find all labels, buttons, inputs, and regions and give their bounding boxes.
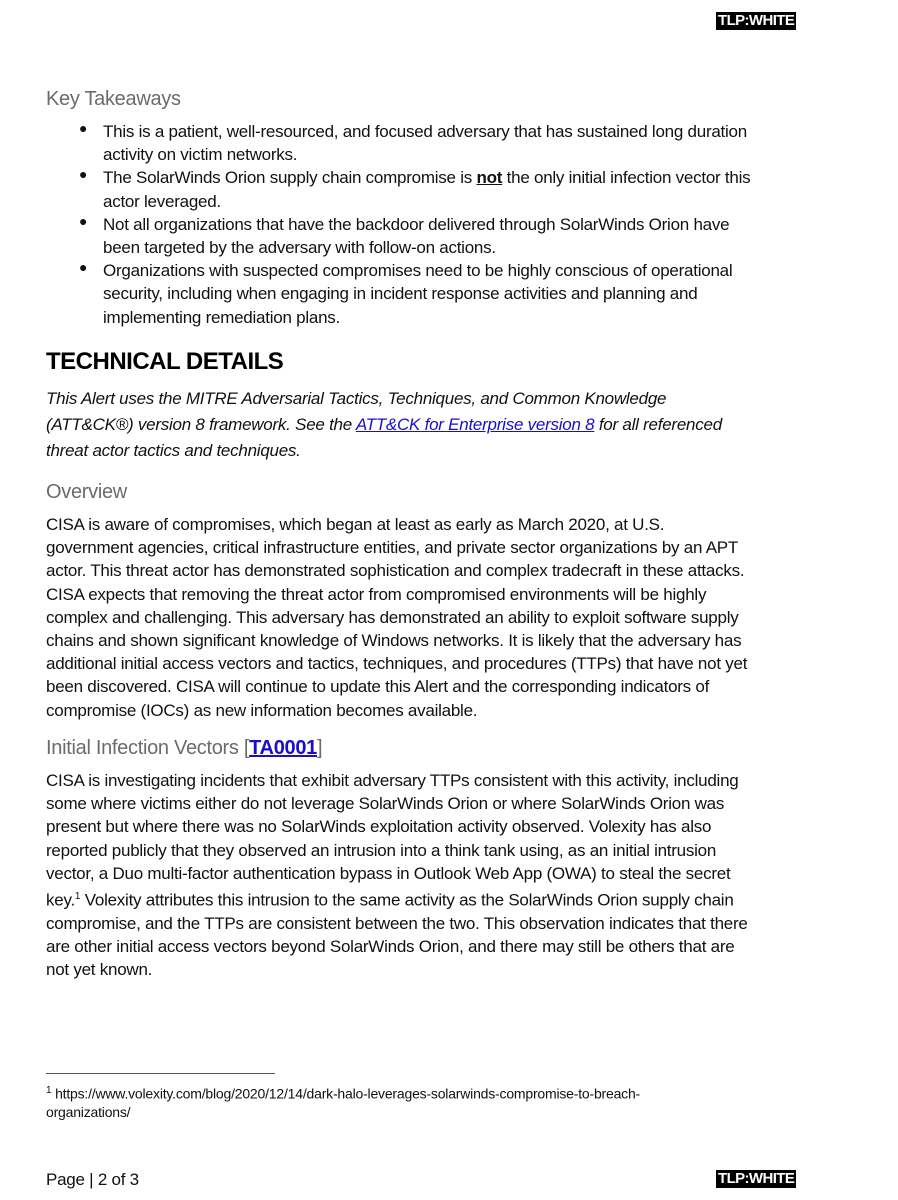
footnote-ref[interactable]: 1	[74, 891, 81, 903]
technical-intro: This Alert uses the MITRE Adversarial Tactics, Techniques, and Common Knowledge (ATT&CK®) version 8 framework. See the ATT&CK for Enterprise version 8 for all referenced threat actor tactics and techniques.	[46, 389, 722, 460]
overview-paragraph: CISA is aware of compromises, which began at least as early as March 2020, at U.S. government agencies, critical infrastructure entities, and private sector organizations by an APT actor. This threat actor has demonstrated sophistication and complex tradecraft in these attacks. CISA expects that removing the threat actor from compromised environments will be highly complex and challenging. This adversary has demonstrated an ability to exploit software supply chains and shown significant knowledge of Windows networks. It is likely that the adversary has additional initial access vectors and tactics, techniques, and procedures (TTPs) that have not yet been discovered. CISA will continue to update this Alert and the corresponding indicators of compromise (IOCs) as new information becomes available.	[46, 515, 748, 720]
list-item: ● Organizations with suspected compromises need to be highly conscious of operational security, including when engaging in incident response activities and planning and implementing remediation plans.	[79, 259, 733, 327]
bullet-icon: ●	[79, 212, 88, 229]
key-takeaways-list	[79, 120, 751, 329]
footnote: $^1$ https://www.volexity.com/blog/2020/12/14/dark-halo-leverages-solarwinds-compromise-to-breach- organizations/	[46, 1085, 641, 1120]
bullet-icon: ●	[79, 259, 88, 276]
emphasis-not: not	[476, 168, 503, 188]
initial-infection-heading: Initial Infection Vectors [TA0001]	[46, 737, 323, 759]
list-item: ● The SolarWinds Orion supply chain compromise is not the only initial infection vector this actor leveraged.	[79, 166, 751, 211]
bullet-icon: ●	[79, 120, 88, 136]
technical-details-heading: TECHNICAL DETAILS	[46, 348, 284, 375]
key-takeaways-heading: Key Takeaways	[46, 88, 181, 110]
tlp-label-top: TLP:WHITE	[718, 12, 795, 29]
overview-heading: Overview	[46, 481, 127, 503]
list-item: ● Not all organizations that have the backdoor delivered through SolarWinds Orion have been targeted by the adversary with follow-on actions.	[79, 212, 730, 258]
footnote-divider	[46, 1073, 275, 1074]
list-item: ● This is a patient, well-resourced, and focused adversary that has sustained long duration activity on victim networks.	[79, 120, 747, 165]
tlp-label-bottom: TLP:WHITE	[718, 1170, 795, 1187]
attack-enterprise-link[interactable]: ATT&CK for Enterprise version 8	[355, 415, 595, 434]
bullet-icon: ●	[79, 166, 88, 183]
infection-paragraph: CISA is investigating incidents that exhibit adversary TTPs consistent with this activity, including some where victims either do not leverage SolarWinds Orion or where SolarWinds Orion was present but where there was no SolarWinds exploitation activity observed. Volexity has also reported publicly that they observed an intrusion into a think tank using, as an initial intrusion vector, a Duo multi-factor authentication bypass in Outlook Web App (OWA) to steal the secret key.$^1$ Volexity attributes this intrusion to the same activity as the SolarWinds Orion supply chain compromise, and the TTPs are consistent between the two. This observation indicates that there are other initial access vectors beyond SolarWinds Orion, and there may still be others that are not yet known.	[46, 771, 748, 980]
page-number: Page | 2 of 3	[46, 1170, 139, 1189]
ta0001-link[interactable]: TA0001	[249, 737, 317, 759]
